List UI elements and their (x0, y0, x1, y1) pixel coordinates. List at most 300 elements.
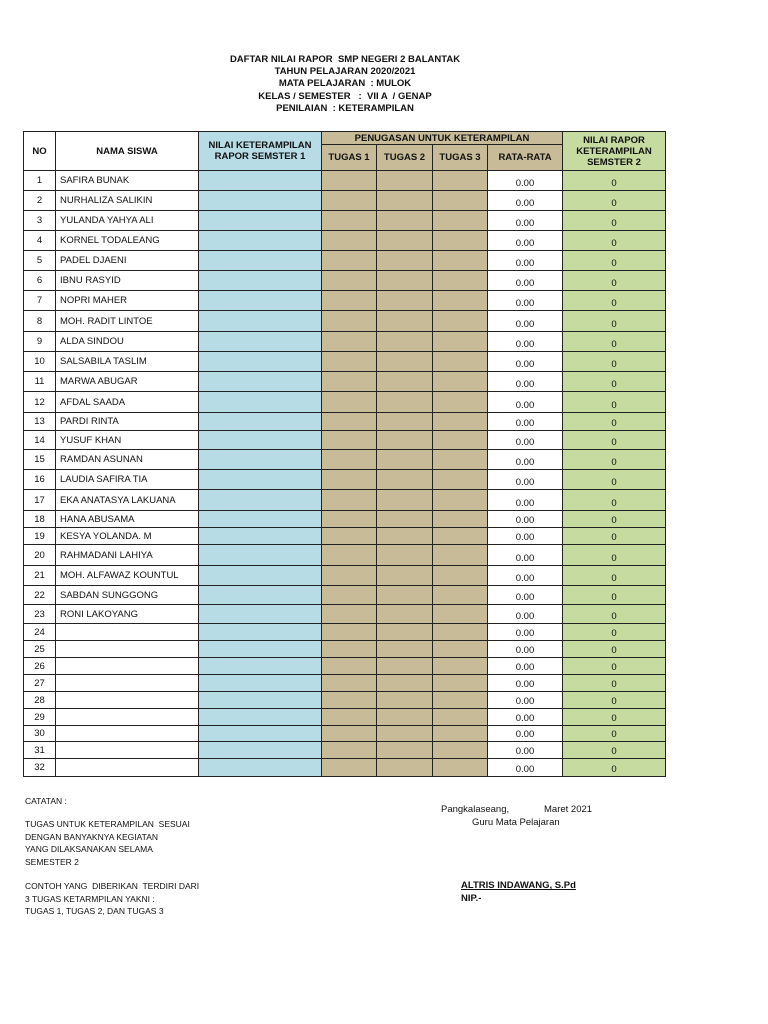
table-row (24, 742, 666, 759)
tugas3-cell[interactable] (433, 332, 488, 352)
student-name: SABDAN SUNGGONG (56, 586, 199, 605)
header-line-class: KELAS / SEMESTER : VII A / GENAP (258, 90, 432, 102)
table-row (24, 759, 666, 777)
student-name (56, 759, 199, 777)
header-line-assessment: PENILAIAN : KETERAMPILAN (276, 102, 414, 114)
header-line-school: DAFTAR NILAI RAPOR SMP NEGERI 2 BALANTAK (229, 54, 461, 65)
tugas3-cell[interactable] (433, 171, 488, 191)
col-tugas2-header: TUGAS 2 (377, 145, 433, 171)
sem2-score-cell: 0 (563, 545, 666, 566)
row-number: 26 (24, 658, 56, 675)
tugas1-cell[interactable] (322, 211, 377, 231)
tugas2-cell[interactable] (377, 726, 433, 742)
row-number: 3 (24, 211, 56, 231)
sem2-score-cell: 0 (563, 566, 666, 586)
row-number: 9 (24, 332, 56, 352)
tugas1-cell[interactable] (322, 271, 377, 291)
sem2-score-cell: 0 (563, 641, 666, 658)
sem1-score-cell[interactable] (199, 271, 322, 291)
table-row (24, 528, 666, 545)
average-cell: 0.00 (488, 692, 563, 709)
row-number: 23 (24, 605, 56, 624)
tugas1-cell[interactable] (322, 624, 377, 641)
teacher-nip: NIP.- (461, 893, 482, 904)
tugas2-cell[interactable] (377, 742, 433, 759)
row-number: 17 (24, 490, 56, 511)
table-row (24, 271, 666, 291)
tugas2-cell[interactable] (377, 352, 433, 372)
notes-heading: CATATAN : (25, 796, 67, 806)
tugas3-cell[interactable] (433, 742, 488, 759)
sem1-score-cell[interactable] (199, 566, 322, 586)
grades-table (23, 131, 666, 777)
tugas3-cell[interactable] (433, 726, 488, 742)
tugas2-cell[interactable] (377, 171, 433, 191)
table-row (24, 251, 666, 271)
note-line: TUGAS 1, TUGAS 2, DAN TUGAS 3 (25, 906, 164, 916)
tugas2-cell[interactable] (377, 450, 433, 470)
sem2-score-cell: 0 (563, 624, 666, 641)
sem1-score-cell[interactable] (199, 191, 322, 211)
row-number: 10 (24, 352, 56, 372)
average-cell: 0.00 (488, 658, 563, 675)
table-row (24, 392, 666, 413)
row-number: 24 (24, 624, 56, 641)
student-name: IBNU RASYID (56, 271, 199, 291)
tugas2-cell[interactable] (377, 431, 433, 450)
table-row (24, 709, 666, 726)
tugas2-cell[interactable] (377, 211, 433, 231)
sem2-score-cell: 0 (563, 586, 666, 605)
sem1-score-cell[interactable] (199, 470, 322, 490)
tugas1-cell[interactable] (322, 511, 377, 528)
tugas1-cell[interactable] (322, 528, 377, 545)
average-cell: 0.00 (488, 675, 563, 692)
table-row (24, 490, 666, 511)
sem1-score-cell[interactable] (199, 431, 322, 450)
tugas3-cell[interactable] (433, 352, 488, 372)
average-cell: 0.00 (488, 171, 563, 191)
tugas2-cell[interactable] (377, 658, 433, 675)
average-cell: 0.00 (488, 726, 563, 742)
table-row (24, 332, 666, 352)
sem2-score-cell: 0 (563, 511, 666, 528)
row-number: 12 (24, 392, 56, 413)
average-cell: 0.00 (488, 511, 563, 528)
header-line-subject: MATA PELAJARAN : MULOK (278, 78, 412, 90)
note-line: CONTOH YANG DIBERIKAN TERDIRI DARI (25, 881, 200, 891)
note-line: TUGAS UNTUK KETERAMPILAN SESUAI (25, 819, 190, 829)
tugas3-cell[interactable] (433, 511, 488, 528)
tugas1-cell[interactable] (322, 709, 377, 726)
sem2-score-cell: 0 (563, 291, 666, 311)
average-cell: 0.00 (488, 528, 563, 545)
row-number: 7 (24, 291, 56, 311)
table-row (24, 372, 666, 392)
tugas2-cell[interactable] (377, 641, 433, 658)
tugas2-cell[interactable] (377, 251, 433, 271)
table-row (24, 211, 666, 231)
tugas-group-header: PENUGASAN UNTUK KETERAMPILAN (322, 132, 563, 145)
sem1-score-cell[interactable] (199, 511, 322, 528)
average-cell: 0.00 (488, 566, 563, 586)
tugas2-cell[interactable] (377, 490, 433, 511)
tugas3-cell[interactable] (433, 450, 488, 470)
student-name: PADEL DJAENI (56, 251, 199, 271)
average-cell: 0.00 (488, 624, 563, 641)
sem1-score-cell[interactable] (199, 545, 322, 566)
student-name: ALDA SINDOU (56, 332, 199, 352)
average-cell: 0.00 (488, 311, 563, 332)
row-number: 32 (24, 759, 56, 777)
tugas3-cell[interactable] (433, 191, 488, 211)
col-no-header: NO (24, 132, 56, 171)
tugas3-cell[interactable] (433, 470, 488, 490)
sem1-score-cell[interactable] (199, 759, 322, 777)
sem2-score-cell: 0 (563, 742, 666, 759)
tugas3-cell[interactable] (433, 759, 488, 777)
sem2-score-cell: 0 (563, 171, 666, 191)
tugas2-cell[interactable] (377, 291, 433, 311)
tugas3-cell[interactable] (433, 675, 488, 692)
sem1-score-cell[interactable] (199, 450, 322, 470)
sem1-score-cell[interactable] (199, 726, 322, 742)
row-number: 29 (24, 709, 56, 726)
tugas1-cell[interactable] (322, 726, 377, 742)
table-row (24, 511, 666, 528)
sem2-score-cell: 0 (563, 470, 666, 490)
student-name: MOH. RADIT LINTOE (56, 311, 199, 332)
sem2-score-cell: 0 (563, 759, 666, 777)
table-row (24, 191, 666, 211)
sem2-score-cell: 0 (563, 311, 666, 332)
tugas2-cell[interactable] (377, 372, 433, 392)
col-sem1-header: NILAI KETERAMPILAN RAPOR SEMSTER 1 (199, 132, 322, 171)
row-number: 2 (24, 191, 56, 211)
tugas3-cell[interactable] (433, 605, 488, 624)
row-number: 15 (24, 450, 56, 470)
tugas2-cell[interactable] (377, 566, 433, 586)
table-row (24, 658, 666, 675)
tugas1-cell[interactable] (322, 450, 377, 470)
row-number: 27 (24, 675, 56, 692)
student-name (56, 658, 199, 675)
tugas3-cell[interactable] (433, 641, 488, 658)
sem2-score-cell: 0 (563, 692, 666, 709)
sem2-score-cell: 0 (563, 658, 666, 675)
average-cell: 0.00 (488, 191, 563, 211)
sem1-score-cell[interactable] (199, 605, 322, 624)
tugas1-cell[interactable] (322, 332, 377, 352)
tugas1-cell[interactable] (322, 692, 377, 709)
row-number: 13 (24, 413, 56, 431)
table-row (24, 605, 666, 624)
tugas3-cell[interactable] (433, 413, 488, 431)
row-number: 21 (24, 566, 56, 586)
sem2-score-cell: 0 (563, 431, 666, 450)
teacher-name: ALTRIS INDAWANG, S.Pd (461, 880, 576, 891)
student-name: EKA ANATASYA LAKUANA (56, 490, 199, 511)
sem2-score-cell: 0 (563, 271, 666, 291)
sem1-score-cell[interactable] (199, 692, 322, 709)
student-name (56, 709, 199, 726)
row-number: 1 (24, 171, 56, 191)
sem1-score-cell[interactable] (199, 332, 322, 352)
tugas1-cell[interactable] (322, 490, 377, 511)
sem1-score-cell[interactable] (199, 624, 322, 641)
student-name: YULANDA YAHYA ALI (56, 211, 199, 231)
table-row (24, 675, 666, 692)
sem1-score-cell[interactable] (199, 211, 322, 231)
student-name: NOPRI MAHER (56, 291, 199, 311)
average-cell: 0.00 (488, 413, 563, 431)
average-cell: 0.00 (488, 271, 563, 291)
student-name: KESYA YOLANDA. M (56, 528, 199, 545)
tugas3-cell[interactable] (433, 658, 488, 675)
tugas2-cell[interactable] (377, 392, 433, 413)
tugas2-cell[interactable] (377, 545, 433, 566)
signature-place: Pangkalaseang, (441, 804, 510, 815)
sem1-score-cell[interactable] (199, 311, 322, 332)
sem1-score-cell[interactable] (199, 251, 322, 271)
table-row (24, 450, 666, 470)
tugas2-cell[interactable] (377, 271, 433, 291)
tugas3-cell[interactable] (433, 692, 488, 709)
average-cell: 0.00 (488, 291, 563, 311)
sem1-score-cell[interactable] (199, 291, 322, 311)
student-name: RAHMADANI LAHIYA (56, 545, 199, 566)
tugas3-cell[interactable] (433, 709, 488, 726)
average-cell: 0.00 (488, 742, 563, 759)
tugas3-cell[interactable] (433, 211, 488, 231)
tugas2-cell[interactable] (377, 511, 433, 528)
average-cell: 0.00 (488, 392, 563, 413)
table-row (24, 352, 666, 372)
sem2-score-cell: 0 (563, 191, 666, 211)
tugas3-cell[interactable] (433, 490, 488, 511)
average-cell: 0.00 (488, 641, 563, 658)
student-name: RAMDAN ASUNAN (56, 450, 199, 470)
tugas1-cell[interactable] (322, 658, 377, 675)
student-name (56, 692, 199, 709)
tugas2-cell[interactable] (377, 191, 433, 211)
sem2-score-cell: 0 (563, 675, 666, 692)
student-name: SAFIRA BUNAK (56, 171, 199, 191)
tugas1-cell[interactable] (322, 675, 377, 692)
sem1-score-cell[interactable] (199, 231, 322, 251)
table-row (24, 566, 666, 586)
row-number: 5 (24, 251, 56, 271)
tugas1-cell[interactable] (322, 372, 377, 392)
average-cell: 0.00 (488, 431, 563, 450)
tugas1-cell[interactable] (322, 291, 377, 311)
tugas2-cell[interactable] (377, 605, 433, 624)
row-number: 4 (24, 231, 56, 251)
average-cell: 0.00 (488, 545, 563, 566)
sem2-score-cell: 0 (563, 726, 666, 742)
sem2-score-cell: 0 (563, 490, 666, 511)
sem1-score-cell[interactable] (199, 490, 322, 511)
student-name: KORNEL TODALEANG (56, 231, 199, 251)
tugas1-cell[interactable] (322, 392, 377, 413)
tugas3-cell[interactable] (433, 311, 488, 332)
tugas3-cell[interactable] (433, 291, 488, 311)
sem1-score-cell[interactable] (199, 413, 322, 431)
sem2-score-cell: 0 (563, 709, 666, 726)
table-row (24, 692, 666, 709)
tugas3-cell[interactable] (433, 372, 488, 392)
tugas3-cell[interactable] (433, 231, 488, 251)
tugas2-cell[interactable] (377, 231, 433, 251)
student-name (56, 641, 199, 658)
tugas2-cell[interactable] (377, 675, 433, 692)
table-row (24, 311, 666, 332)
tugas3-cell[interactable] (433, 528, 488, 545)
tugas2-cell[interactable] (377, 624, 433, 641)
tugas1-cell[interactable] (322, 171, 377, 191)
student-name: AFDAL SAADA (56, 392, 199, 413)
average-cell: 0.00 (488, 470, 563, 490)
average-cell: 0.00 (488, 211, 563, 231)
sem1-score-cell[interactable] (199, 709, 322, 726)
table-row (24, 726, 666, 742)
tugas1-cell[interactable] (322, 231, 377, 251)
sem1-score-cell[interactable] (199, 641, 322, 658)
average-cell: 0.00 (488, 490, 563, 511)
sem2-score-cell: 0 (563, 211, 666, 231)
student-name (56, 675, 199, 692)
row-number: 6 (24, 271, 56, 291)
tugas1-cell[interactable] (322, 566, 377, 586)
tugas3-cell[interactable] (433, 566, 488, 586)
row-number: 20 (24, 545, 56, 566)
student-name (56, 624, 199, 641)
table-row (24, 545, 666, 566)
tugas1-cell[interactable] (322, 641, 377, 658)
tugas3-cell[interactable] (433, 271, 488, 291)
table-row (24, 231, 666, 251)
student-name: PARDI RINTA (56, 413, 199, 431)
average-cell: 0.00 (488, 332, 563, 352)
report-header (0, 54, 690, 115)
sem1-score-cell[interactable] (199, 528, 322, 545)
sem2-score-cell: 0 (563, 450, 666, 470)
tugas1-cell[interactable] (322, 759, 377, 777)
tugas2-cell[interactable] (377, 692, 433, 709)
sem1-score-cell[interactable] (199, 171, 322, 191)
col-avg-header: RATA-RATA (488, 145, 563, 171)
sem2-score-cell: 0 (563, 528, 666, 545)
row-number: 18 (24, 511, 56, 528)
student-name: YUSUF KHAN (56, 431, 199, 450)
tugas1-cell[interactable] (322, 470, 377, 490)
table-row (24, 586, 666, 605)
tugas1-cell[interactable] (322, 413, 377, 431)
col-tugas3-header: TUGAS 3 (433, 145, 488, 171)
tugas1-cell[interactable] (322, 742, 377, 759)
average-cell: 0.00 (488, 352, 563, 372)
student-name: HANA ABUSAMA (56, 511, 199, 528)
tugas2-cell[interactable] (377, 586, 433, 605)
note-line: SEMESTER 2 (25, 856, 79, 867)
student-name: RONI LAKOYANG (56, 605, 199, 624)
table-row (24, 431, 666, 450)
row-number: 22 (24, 586, 56, 605)
table-row (24, 171, 666, 191)
tugas1-cell[interactable] (322, 352, 377, 372)
sem1-score-cell[interactable] (199, 675, 322, 692)
tugas2-cell[interactable] (377, 528, 433, 545)
sem2-score-cell: 0 (563, 231, 666, 251)
tugas1-cell[interactable] (322, 311, 377, 332)
tugas3-cell[interactable] (433, 251, 488, 271)
tugas3-cell[interactable] (433, 586, 488, 605)
tugas2-cell[interactable] (377, 311, 433, 332)
tugas1-cell[interactable] (322, 605, 377, 624)
note-line: YANG DILAKSANAKAN SELAMA (25, 844, 153, 854)
table-row (24, 641, 666, 658)
tugas1-cell[interactable] (322, 431, 377, 450)
tugas1-cell[interactable] (322, 251, 377, 271)
row-number: 19 (24, 528, 56, 545)
col-name-header: NAMA SISWA (56, 132, 199, 171)
sem1-score-cell[interactable] (199, 392, 322, 413)
grades-body (24, 171, 666, 777)
tugas3-cell[interactable] (433, 392, 488, 413)
sem2-score-cell: 0 (563, 251, 666, 271)
student-name (56, 726, 199, 742)
student-name: NURHALIZA SALIKIN (56, 191, 199, 211)
tugas1-cell[interactable] (322, 586, 377, 605)
average-cell: 0.00 (488, 586, 563, 605)
sem2-score-cell: 0 (563, 413, 666, 431)
tugas1-cell[interactable] (322, 191, 377, 211)
header-line-year: TAHUN PELAJARAN 2020/2021 (274, 66, 416, 78)
tugas1-cell[interactable] (322, 545, 377, 566)
sem1-score-cell[interactable] (199, 372, 322, 392)
tugas2-cell[interactable] (377, 709, 433, 726)
average-cell: 0.00 (488, 709, 563, 726)
average-cell: 0.00 (488, 372, 563, 392)
student-name: MARWA ABUGAR (56, 372, 199, 392)
table-row (24, 291, 666, 311)
table-row (24, 413, 666, 431)
tugas3-cell[interactable] (433, 431, 488, 450)
row-number: 31 (24, 742, 56, 759)
row-number: 8 (24, 311, 56, 332)
tugas3-cell[interactable] (433, 624, 488, 641)
tugas2-cell[interactable] (377, 759, 433, 777)
row-number: 16 (24, 470, 56, 490)
sem2-score-cell: 0 (563, 352, 666, 372)
sem1-score-cell[interactable] (199, 352, 322, 372)
notes-paragraph-2 (25, 880, 199, 918)
tugas2-cell[interactable] (377, 470, 433, 490)
sem1-score-cell[interactable] (199, 658, 322, 675)
sem1-score-cell[interactable] (199, 742, 322, 759)
sem1-score-cell[interactable] (199, 586, 322, 605)
average-cell: 0.00 (488, 231, 563, 251)
tugas2-cell[interactable] (377, 332, 433, 352)
tugas3-cell[interactable] (433, 545, 488, 566)
average-cell: 0.00 (488, 251, 563, 271)
student-name: SALSABILA TASLIM (56, 352, 199, 372)
tugas2-cell[interactable] (377, 413, 433, 431)
average-cell: 0.00 (488, 605, 563, 624)
col-sem2-header: NILAI RAPOR KETERAMPILAN SEMSTER 2 (563, 132, 666, 171)
sem2-score-cell: 0 (563, 372, 666, 392)
row-number: 25 (24, 641, 56, 658)
